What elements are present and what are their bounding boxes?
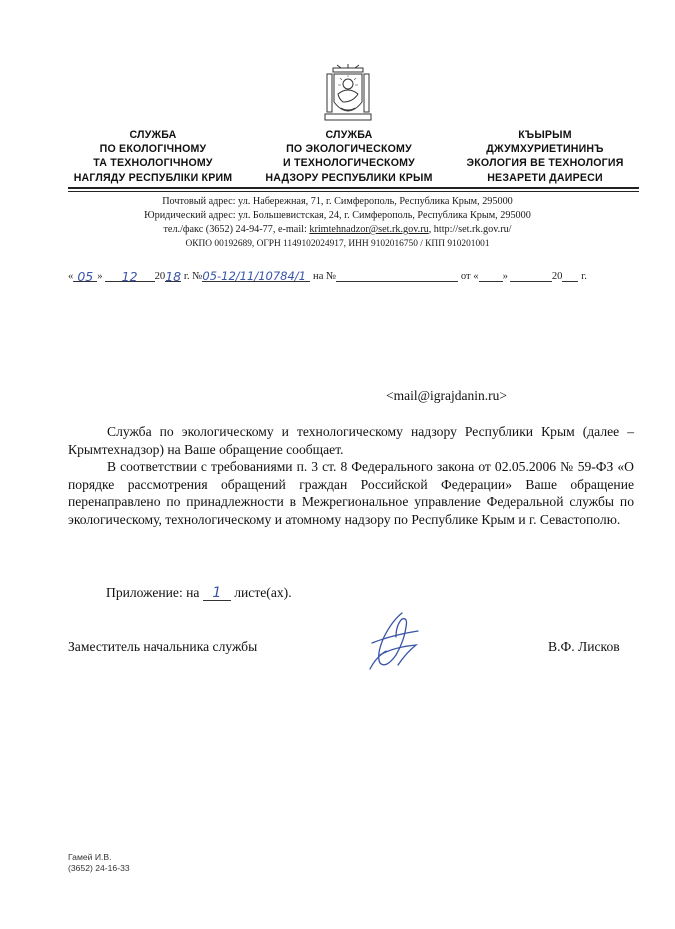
email-link[interactable]: krimtehnadzor@set.rk.gov.ru [309,224,429,235]
header-left-line: ПО ЕКОЛОГІЧНОМУ [99,143,207,156]
executor-name: Гамей И.В. [68,852,112,862]
reference-line [68,269,639,282]
header-right-line: НЕЗАРЕТИ ДАИРЕСИ [487,171,603,184]
attachment-line [106,585,292,601]
header-right-line: КЪЫРЫМ [518,129,572,141]
executor-phone: (3652) 24-16-33 [68,863,130,873]
website-link[interactable]: , http://set.rk.gov.ru/ [428,224,512,235]
registry-codes: ОКПО 00192689, ОГРН 1149102024917, ИНН 9102016750 / КПП 910201001 [185,239,490,249]
body-paragraph-2: В соответствии с требованиями п. 3 ст. 8 Федерального закона от 02.05.2006 № 59-ФЗ «О порядке рассмотрения обращений граждан Российской Федерации» Ваше обращение перенаправлено по принадлежности в Межрегиональное управление Федеральной службы по экологическому, технологическому и атомному надзору по Республике Крым и г. Севастополю. [68,459,634,527]
attachment-count-field [203,585,231,601]
ref-on-number-field [336,269,458,282]
ref-number-field [202,269,310,282]
signer-position: Заместитель начальника службы [68,639,258,654]
signer-name: В.Ф. Лисков [548,639,620,654]
address-block [0,195,675,251]
ref-year-prefix: 20 [154,271,166,282]
ref-open-quote: « [68,271,74,282]
body-paragraph-1: Служба по экологическому и технологическому надзору Республики Крым (далее – Крымтехнадзор) на Ваше обращение сообщает. [68,424,634,457]
attachment-prefix: Приложение: на [106,585,203,600]
ref-day-field [73,269,97,282]
header-left-line: НАГЛЯДУ РЕСПУБЛІКИ КРИМ [73,171,233,184]
header-right-block [460,128,630,185]
postal-address: Почтовый адрес: ул. Набережная, 71, г. Симферополь, Республика Крым, 295000 [162,196,513,207]
ref-year2-suffix: г. [578,271,587,282]
header-right-line: ЭКОЛОГИЯ ВЕ ТЕХНОЛОГИЯ [466,157,624,170]
header-center-line: И ТЕХНОЛОГИЧЕСКОМУ [283,157,415,170]
contact-line [0,223,675,237]
ref-year: 18 [165,269,182,284]
header-right-line: ДЖУМХУРИЕТИНИНЪ [486,143,604,156]
header-divider-thick [68,187,639,189]
header-center-line: НАДЗОРУ РЕСПУБЛИКИ КРЫМ [265,171,433,184]
header-center-line: ПО ЭКОЛОГИЧЕСКОМУ [286,143,412,156]
addressee-email: <mail@igrajdanin.ru> [386,388,508,403]
ref-day: 05 [77,269,94,284]
legal-address: Юридический адрес: ул. Большевистская, 24, г. Симферополь, Республика Крым, 295000 [144,210,531,221]
crimea-coat-of-arms-icon [323,64,373,122]
ref-from-label: от « [458,271,479,282]
header-center-line: СЛУЖБА [325,129,373,141]
ref-from-close: » [502,271,508,282]
header-divider-thin [68,191,639,192]
ref-month: 12 [121,269,138,284]
header-left-block [68,128,238,185]
ref-year2-prefix: 20 [551,271,563,282]
attachment-count: 1 [212,585,222,601]
ref-year2-field [562,269,578,282]
handwritten-signature-icon [362,607,432,673]
ref-from-month-field [510,269,552,282]
executor-block [68,852,130,874]
ref-on-label: на № [310,271,337,282]
header-left-line: СЛУЖБА [129,129,177,141]
ref-number: 05-12/11/10784/1 [202,269,306,283]
ref-month-field [105,269,155,282]
letter-body [68,423,634,529]
header-left-line: ТА ТЕХНОЛОГІЧНОМУ [93,157,213,170]
header-center-block [264,128,434,185]
contact-prefix: тел./факс (3652) 24-94-77, e-mail: [163,224,310,235]
ref-year-field [165,269,181,282]
ref-from-day-field [479,269,503,282]
ref-year-suffix: г. № [181,271,203,282]
ref-close-quote: » [97,271,103,282]
attachment-suffix: листе(ах). [230,585,292,600]
